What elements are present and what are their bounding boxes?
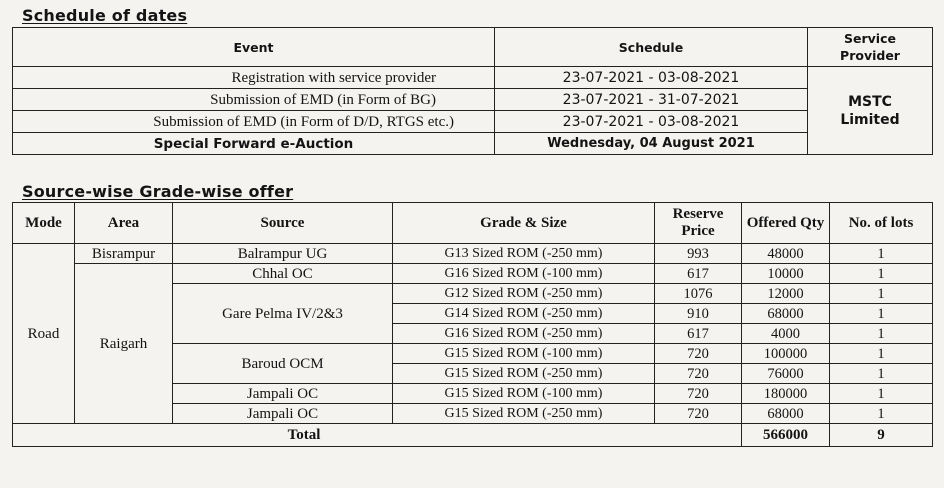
service-provider-header: Service Provider — [808, 28, 933, 67]
reserve-price-cell: 617 — [655, 264, 742, 284]
mode-cell: Road — [13, 244, 75, 424]
grade-cell: G13 Sized ROM (-250 mm) — [393, 244, 655, 264]
lots-cell: 1 — [830, 244, 933, 264]
schedule-table — [12, 27, 933, 155]
lots-cell: 1 — [830, 284, 933, 304]
offered-qty-cell: 4000 — [742, 324, 830, 344]
offered-qty-cell: 76000 — [742, 364, 830, 384]
grade-cell: G12 Sized ROM (-250 mm) — [393, 284, 655, 304]
grade-cell: G15 Sized ROM (-100 mm) — [393, 384, 655, 404]
schedule-cell: 23-07-2021 - 31-07-2021 — [495, 89, 808, 111]
offered-qty-header: Offered Qty — [742, 203, 830, 244]
event-header: Event — [13, 28, 495, 67]
table-row — [13, 244, 933, 264]
reserve-price-cell: 720 — [655, 384, 742, 404]
reserve-price-cell: 910 — [655, 304, 742, 324]
schedule-row — [13, 133, 933, 155]
lots-cell: 1 — [830, 344, 933, 364]
table-row — [13, 264, 933, 284]
offered-qty-cell: 12000 — [742, 284, 830, 304]
offered-qty-cell: 68000 — [742, 304, 830, 324]
reserve-price-cell: 720 — [655, 404, 742, 424]
offered-qty-cell: 48000 — [742, 244, 830, 264]
lots-cell: 1 — [830, 384, 933, 404]
reserve-price-cell: 993 — [655, 244, 742, 264]
grade-cell: G15 Sized ROM (-250 mm) — [393, 404, 655, 424]
total-row — [13, 424, 933, 447]
offered-qty-cell: 180000 — [742, 384, 830, 404]
lots-header: No. of lots — [830, 203, 933, 244]
offered-qty-cell: 100000 — [742, 344, 830, 364]
event-cell: Submission of EMD (in Form of D/D, RTGS etc.) — [13, 111, 495, 133]
event-cell: Registration with service provider — [13, 67, 495, 89]
offered-qty-cell: 10000 — [742, 264, 830, 284]
source-cell: Gare Pelma IV/2&3 — [173, 284, 393, 344]
schedule-row — [13, 89, 933, 111]
schedule-header: Schedule — [495, 28, 808, 67]
source-cell: Jampali OC — [173, 404, 393, 424]
source-cell: Jampali OC — [173, 384, 393, 404]
schedule-row — [13, 111, 933, 133]
schedule-cell: Wednesday, 04 August 2021 — [495, 133, 808, 155]
source-cell: Balrampur UG — [173, 244, 393, 264]
reserve-price-cell: 617 — [655, 324, 742, 344]
grade-header: Grade & Size — [393, 203, 655, 244]
source-cell: Baroud OCM — [173, 344, 393, 384]
service-provider-cell — [808, 67, 933, 155]
grade-cell: G16 Sized ROM (-250 mm) — [393, 324, 655, 344]
reserve-price-cell: 720 — [655, 344, 742, 364]
reserve-price-header: Reserve Price — [655, 203, 742, 244]
total-label: Total — [13, 424, 742, 447]
schedule-row — [13, 67, 933, 89]
lots-cell: 1 — [830, 264, 933, 284]
lots-cell: 1 — [830, 404, 933, 424]
grade-cell: G15 Sized ROM (-250 mm) — [393, 364, 655, 384]
source-cell: Chhal OC — [173, 264, 393, 284]
area-cell: Bisrampur — [75, 244, 173, 264]
schedule-header-row — [13, 28, 933, 67]
lots-cell: 1 — [830, 324, 933, 344]
service-provider-name: MSTC Limited — [840, 93, 900, 128]
total-lots: 9 — [830, 424, 933, 447]
grade-cell: G15 Sized ROM (-100 mm) — [393, 344, 655, 364]
offer-heading: Source-wise Grade-wise offer — [22, 182, 294, 201]
mode-header: Mode — [13, 203, 75, 244]
schedule-cell: 23-07-2021 - 03-08-2021 — [495, 111, 808, 133]
total-qty: 566000 — [742, 424, 830, 447]
grade-cell: G16 Sized ROM (-100 mm) — [393, 264, 655, 284]
event-cell: Submission of EMD (in Form of BG) — [13, 89, 495, 111]
lots-cell: 1 — [830, 304, 933, 324]
schedule-cell: 23-07-2021 - 03-08-2021 — [495, 67, 808, 89]
grade-cell: G14 Sized ROM (-250 mm) — [393, 304, 655, 324]
schedule-heading: Schedule of dates — [22, 6, 188, 25]
area-cell: Raigarh — [75, 264, 173, 424]
reserve-price-cell: 1076 — [655, 284, 742, 304]
reserve-price-cell: 720 — [655, 364, 742, 384]
lots-cell: 1 — [830, 364, 933, 384]
offer-header-row — [13, 203, 933, 244]
area-header: Area — [75, 203, 173, 244]
offered-qty-cell: 68000 — [742, 404, 830, 424]
event-cell: Special Forward e-Auction — [13, 133, 495, 155]
offer-table — [12, 202, 933, 447]
source-header: Source — [173, 203, 393, 244]
